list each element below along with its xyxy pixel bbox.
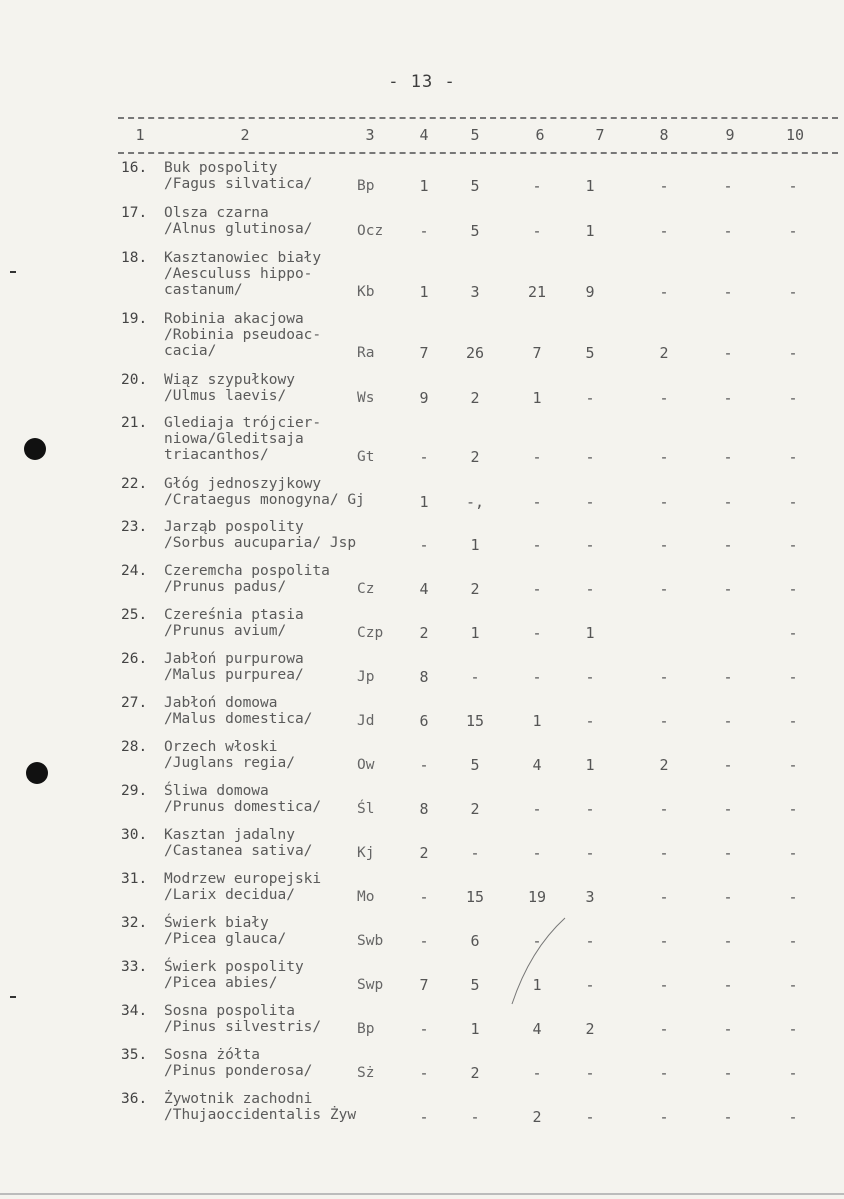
column-header-4: 4	[419, 126, 429, 144]
value-cell-col-7: 5	[585, 344, 595, 362]
value-cell-col-4: 6	[419, 712, 429, 730]
value-cell-col-7: -	[585, 1108, 595, 1126]
species-latin-name: /Crataegus monogyna/ Gj	[164, 492, 365, 508]
value-cell-col-9: -	[723, 756, 733, 774]
value-cell-col-7: -	[585, 448, 595, 466]
value-cell-col-6: -	[532, 493, 542, 511]
value-cell-col-4: 2	[419, 624, 429, 642]
species-latin-name: /Sorbus aucuparia/ Jsp	[164, 535, 357, 551]
species-abbreviation: Kb	[357, 284, 375, 300]
value-cell-col-10: -	[788, 844, 798, 862]
species-common-name: Świerk pospolity	[164, 959, 304, 975]
value-cell-col-8: -	[659, 493, 669, 511]
row-number: 16.	[121, 160, 148, 176]
value-cell-col-10: -	[788, 800, 798, 818]
value-cell-col-7: -	[585, 1064, 595, 1082]
column-header-1: 1	[135, 126, 145, 144]
value-cell-col-6: -	[532, 177, 542, 195]
value-cell-col-9: -	[723, 712, 733, 730]
value-cell-col-8: -	[659, 668, 669, 686]
value-cell-col-7: 3	[585, 888, 595, 906]
species-abbreviation: Ws	[357, 390, 375, 406]
value-cell-col-5: 2	[470, 800, 480, 818]
value-cell-col-6: -	[532, 800, 542, 818]
column-header-2: 2	[240, 126, 250, 144]
row-number: 24.	[121, 563, 148, 579]
species-latin-name: /Thujaoccidentalis Żyw	[164, 1107, 357, 1123]
value-cell-col-10: -	[788, 888, 798, 906]
species-common-name: Sosna żółta	[164, 1047, 261, 1063]
value-cell-col-4: -	[419, 1020, 429, 1038]
value-cell-col-4: -	[419, 1108, 429, 1126]
value-cell-col-4: 4	[419, 580, 429, 598]
value-cell-col-8: -	[659, 932, 669, 950]
value-cell-col-9: -	[723, 800, 733, 818]
species-common-name: Jabłoń purpurowa	[164, 651, 304, 667]
species-latin-name: cacia/	[164, 343, 217, 359]
value-cell-col-9: -	[723, 344, 733, 362]
column-header-5: 5	[470, 126, 480, 144]
value-cell-col-8: -	[659, 844, 669, 862]
species-common-name: Czeremcha pospolita	[164, 563, 330, 579]
value-cell-col-4: 1	[419, 493, 429, 511]
value-cell-col-7: -	[585, 976, 595, 994]
value-cell-col-9: -	[723, 1020, 733, 1038]
value-cell-col-9: -	[723, 1064, 733, 1082]
value-cell-col-6: 4	[532, 756, 542, 774]
value-cell-col-6: 4	[532, 1020, 542, 1038]
value-cell-col-7: 9	[585, 283, 595, 301]
value-cell-col-10: -	[788, 536, 798, 554]
value-cell-col-4: 7	[419, 976, 429, 994]
value-cell-col-7: 1	[585, 624, 595, 642]
value-cell-col-5: 2	[470, 389, 480, 407]
value-cell-col-10: -	[788, 668, 798, 686]
species-latin-name: /Robinia pseudoac-	[164, 327, 322, 343]
value-cell-col-10: -	[788, 448, 798, 466]
value-cell-col-10: -	[788, 624, 798, 642]
species-latin-name: /Juglans regia/	[164, 755, 295, 771]
value-cell-col-7: -	[585, 536, 595, 554]
row-number: 22.	[121, 476, 148, 492]
row-number: 36.	[121, 1091, 148, 1107]
value-cell-col-10: -	[788, 177, 798, 195]
species-common-name: Olsza czarna	[164, 205, 269, 221]
species-common-name: Glediaja trójcier-	[164, 415, 322, 431]
species-abbreviation: Mo	[357, 889, 375, 905]
value-cell-col-4: -	[419, 1064, 429, 1082]
value-cell-col-7: -	[585, 580, 595, 598]
page-bottom-edge	[0, 1193, 844, 1195]
value-cell-col-8: -	[659, 976, 669, 994]
value-cell-col-5: 1	[470, 624, 480, 642]
species-abbreviation: Ow	[357, 757, 375, 773]
row-number: 17.	[121, 205, 148, 221]
species-common-name: Świerk biały	[164, 915, 269, 931]
value-cell-col-10: -	[788, 756, 798, 774]
value-cell-col-6: -	[532, 448, 542, 466]
value-cell-col-10: -	[788, 222, 798, 240]
species-latin-name: /Larix decidua/	[164, 887, 295, 903]
value-cell-col-8: -	[659, 888, 669, 906]
value-cell-col-5: 2	[470, 1064, 480, 1082]
species-common-name: Wiąz szypułkowy	[164, 372, 295, 388]
value-cell-col-5: -	[470, 844, 480, 862]
species-common-name: Jarząb pospolity	[164, 519, 304, 535]
value-cell-col-9: -	[723, 580, 733, 598]
column-header-9: 9	[725, 126, 735, 144]
value-cell-col-4: -	[419, 536, 429, 554]
species-common-name: Żywotnik zachodni	[164, 1091, 313, 1107]
species-abbreviation: Kj	[357, 845, 375, 861]
value-cell-col-5: 15	[465, 712, 485, 730]
value-cell-col-9: -	[723, 844, 733, 862]
value-cell-col-8: 2	[659, 344, 669, 362]
value-cell-col-10: -	[788, 1108, 798, 1126]
species-latin-name: /Ulmus laevis/	[164, 388, 287, 404]
species-common-name: Sosna pospolita	[164, 1003, 295, 1019]
value-cell-col-5: 15	[465, 888, 485, 906]
value-cell-col-6: 19	[527, 888, 547, 906]
species-common-name: Jabłoń domowa	[164, 695, 278, 711]
value-cell-col-6: 21	[527, 283, 547, 301]
species-latin-name: /Picea glauca/	[164, 931, 287, 947]
column-header-6: 6	[535, 126, 545, 144]
row-number: 31.	[121, 871, 148, 887]
value-cell-col-6: 1	[532, 389, 542, 407]
species-abbreviation: Jd	[357, 713, 375, 729]
species-common-name: Kasztan jadalny	[164, 827, 295, 843]
value-cell-col-5: 2	[470, 448, 480, 466]
value-cell-col-6: -	[532, 844, 542, 862]
value-cell-col-9: -	[723, 932, 733, 950]
row-number: 33.	[121, 959, 148, 975]
species-abbreviation: Gt	[357, 449, 375, 465]
species-latin-name: castanum/	[164, 282, 243, 298]
value-cell-col-6: -	[532, 1064, 542, 1082]
value-cell-col-5: 26	[465, 344, 485, 362]
column-header-10: 10	[785, 126, 805, 144]
value-cell-col-4: 9	[419, 389, 429, 407]
value-cell-col-4: -	[419, 888, 429, 906]
species-common-name: Modrzew europejski	[164, 871, 322, 887]
species-common-name: Robinia akacjowa	[164, 311, 304, 327]
species-latin-name: /Pinus silvestris/	[164, 1019, 322, 1035]
species-latin-name: triacanthos/	[164, 447, 269, 463]
species-abbreviation: Swp	[357, 977, 384, 993]
value-cell-col-7: -	[585, 844, 595, 862]
value-cell-col-9: -	[723, 976, 733, 994]
value-cell-col-5: -,	[465, 493, 485, 511]
value-cell-col-9: -	[723, 668, 733, 686]
species-abbreviation: Czp	[357, 625, 384, 641]
species-latin-name: /Prunus padus/	[164, 579, 287, 595]
value-cell-col-7: -	[585, 668, 595, 686]
value-cell-col-5: 6	[470, 932, 480, 950]
species-latin-name: /Aesculuss hippo-	[164, 266, 313, 282]
value-cell-col-4: -	[419, 932, 429, 950]
value-cell-col-4: 1	[419, 177, 429, 195]
species-abbreviation: Jp	[357, 669, 375, 685]
species-common-name: Orzech włoski	[164, 739, 278, 755]
row-number: 30.	[121, 827, 148, 843]
row-number: 28.	[121, 739, 148, 755]
value-cell-col-4: 7	[419, 344, 429, 362]
species-abbreviation: Sż	[357, 1065, 375, 1081]
value-cell-col-8: -	[659, 1020, 669, 1038]
value-cell-col-8: -	[659, 580, 669, 598]
value-cell-col-6: 1	[532, 976, 542, 994]
value-cell-col-9: -	[723, 222, 733, 240]
value-cell-col-6: -	[532, 668, 542, 686]
value-cell-col-7: 1	[585, 756, 595, 774]
value-cell-col-9: -	[723, 888, 733, 906]
row-number: 35.	[121, 1047, 148, 1063]
species-abbreviation: Ra	[357, 345, 375, 361]
species-latin-name: /Prunus domestica/	[164, 799, 322, 815]
row-number: 32.	[121, 915, 148, 931]
value-cell-col-8: -	[659, 448, 669, 466]
value-cell-col-8: -	[659, 389, 669, 407]
species-latin-name: /Prunus avium/	[164, 623, 287, 639]
value-cell-col-6: 2	[532, 1108, 542, 1126]
row-number: 27.	[121, 695, 148, 711]
value-cell-col-6: -	[532, 624, 542, 642]
species-abbreviation: Cz	[357, 581, 375, 597]
species-latin-name: /Alnus glutinosa/	[164, 221, 313, 237]
value-cell-col-4: -	[419, 448, 429, 466]
value-cell-col-4: -	[419, 756, 429, 774]
value-cell-col-7: -	[585, 493, 595, 511]
row-number: 25.	[121, 607, 148, 623]
value-cell-col-5: 5	[470, 756, 480, 774]
value-cell-col-5: 3	[470, 283, 480, 301]
value-cell-col-8: -	[659, 283, 669, 301]
species-abbreviation: Śl	[357, 801, 375, 817]
value-cell-col-4: 2	[419, 844, 429, 862]
value-cell-col-5: 1	[470, 1020, 480, 1038]
value-cell-col-5: 5	[470, 222, 480, 240]
value-cell-col-8: -	[659, 800, 669, 818]
species-common-name: Śliwa domowa	[164, 783, 269, 799]
value-cell-col-6: -	[532, 222, 542, 240]
species-latin-name: /Castanea sativa/	[164, 843, 313, 859]
species-latin-name: niowa/Gleditsaja	[164, 431, 304, 447]
species-abbreviation: Ocz	[357, 223, 384, 239]
row-number: 18.	[121, 250, 148, 266]
value-cell-col-8: 2	[659, 756, 669, 774]
species-abbreviation: Bp	[357, 178, 375, 194]
species-common-name: Czereśnia ptasia	[164, 607, 304, 623]
species-latin-name: /Malus purpurea/	[164, 667, 304, 683]
column-header-7: 7	[595, 126, 605, 144]
value-cell-col-5: 1	[470, 536, 480, 554]
value-cell-col-10: -	[788, 1020, 798, 1038]
value-cell-col-8: -	[659, 222, 669, 240]
value-cell-col-8: -	[659, 712, 669, 730]
value-cell-col-8: -	[659, 1064, 669, 1082]
value-cell-col-6: -	[532, 932, 542, 950]
value-cell-col-10: -	[788, 389, 798, 407]
value-cell-col-9: -	[723, 283, 733, 301]
species-latin-name: /Pinus ponderosa/	[164, 1063, 313, 1079]
value-cell-col-9: -	[723, 389, 733, 407]
row-number: 29.	[121, 783, 148, 799]
species-latin-name: /Picea abies/	[164, 975, 278, 991]
species-common-name: Buk pospolity	[164, 160, 278, 176]
value-cell-col-10: -	[788, 580, 798, 598]
species-latin-name: /Fagus silvatica/	[164, 176, 313, 192]
value-cell-col-5: -	[470, 1108, 480, 1126]
row-number: 23.	[121, 519, 148, 535]
species-common-name: Głóg jednoszyjkowy	[164, 476, 322, 492]
value-cell-col-10: -	[788, 344, 798, 362]
row-number: 34.	[121, 1003, 148, 1019]
value-cell-col-4: -	[419, 222, 429, 240]
species-latin-name: /Malus domestica/	[164, 711, 313, 727]
row-number: 20.	[121, 372, 148, 388]
value-cell-col-10: -	[788, 976, 798, 994]
value-cell-col-8: -	[659, 177, 669, 195]
value-cell-col-7: -	[585, 800, 595, 818]
column-header-3: 3	[365, 126, 375, 144]
value-cell-col-7: 1	[585, 177, 595, 195]
value-cell-col-4: 8	[419, 668, 429, 686]
species-abbreviation: Bp	[357, 1021, 375, 1037]
value-cell-col-7: -	[585, 389, 595, 407]
column-header-8: 8	[659, 126, 669, 144]
value-cell-col-6: 1	[532, 712, 542, 730]
species-abbreviation: Swb	[357, 933, 384, 949]
value-cell-col-7: 2	[585, 1020, 595, 1038]
value-cell-col-9: -	[723, 536, 733, 554]
value-cell-col-8: -	[659, 1108, 669, 1126]
value-cell-col-9: -	[723, 448, 733, 466]
value-cell-col-9: -	[723, 1108, 733, 1126]
row-number: 21.	[121, 415, 148, 431]
value-cell-col-8: -	[659, 536, 669, 554]
value-cell-col-10: -	[788, 283, 798, 301]
value-cell-col-10: -	[788, 1064, 798, 1082]
value-cell-col-4: 1	[419, 283, 429, 301]
value-cell-col-9: -	[723, 177, 733, 195]
value-cell-col-10: -	[788, 712, 798, 730]
value-cell-col-10: -	[788, 932, 798, 950]
value-cell-col-9: -	[723, 493, 733, 511]
value-cell-col-5: 5	[470, 177, 480, 195]
value-cell-col-7: -	[585, 932, 595, 950]
page-number: - 13 -	[388, 72, 456, 92]
value-cell-col-6: -	[532, 580, 542, 598]
value-cell-col-7: -	[585, 712, 595, 730]
value-cell-col-5: -	[470, 668, 480, 686]
row-number: 19.	[121, 311, 148, 327]
row-number: 26.	[121, 651, 148, 667]
value-cell-col-5: 5	[470, 976, 480, 994]
value-cell-col-5: 2	[470, 580, 480, 598]
value-cell-col-7: 1	[585, 222, 595, 240]
value-cell-col-6: -	[532, 536, 542, 554]
value-cell-col-10: -	[788, 493, 798, 511]
value-cell-col-6: 7	[532, 344, 542, 362]
species-common-name: Kasztanowiec biały	[164, 250, 322, 266]
value-cell-col-4: 8	[419, 800, 429, 818]
